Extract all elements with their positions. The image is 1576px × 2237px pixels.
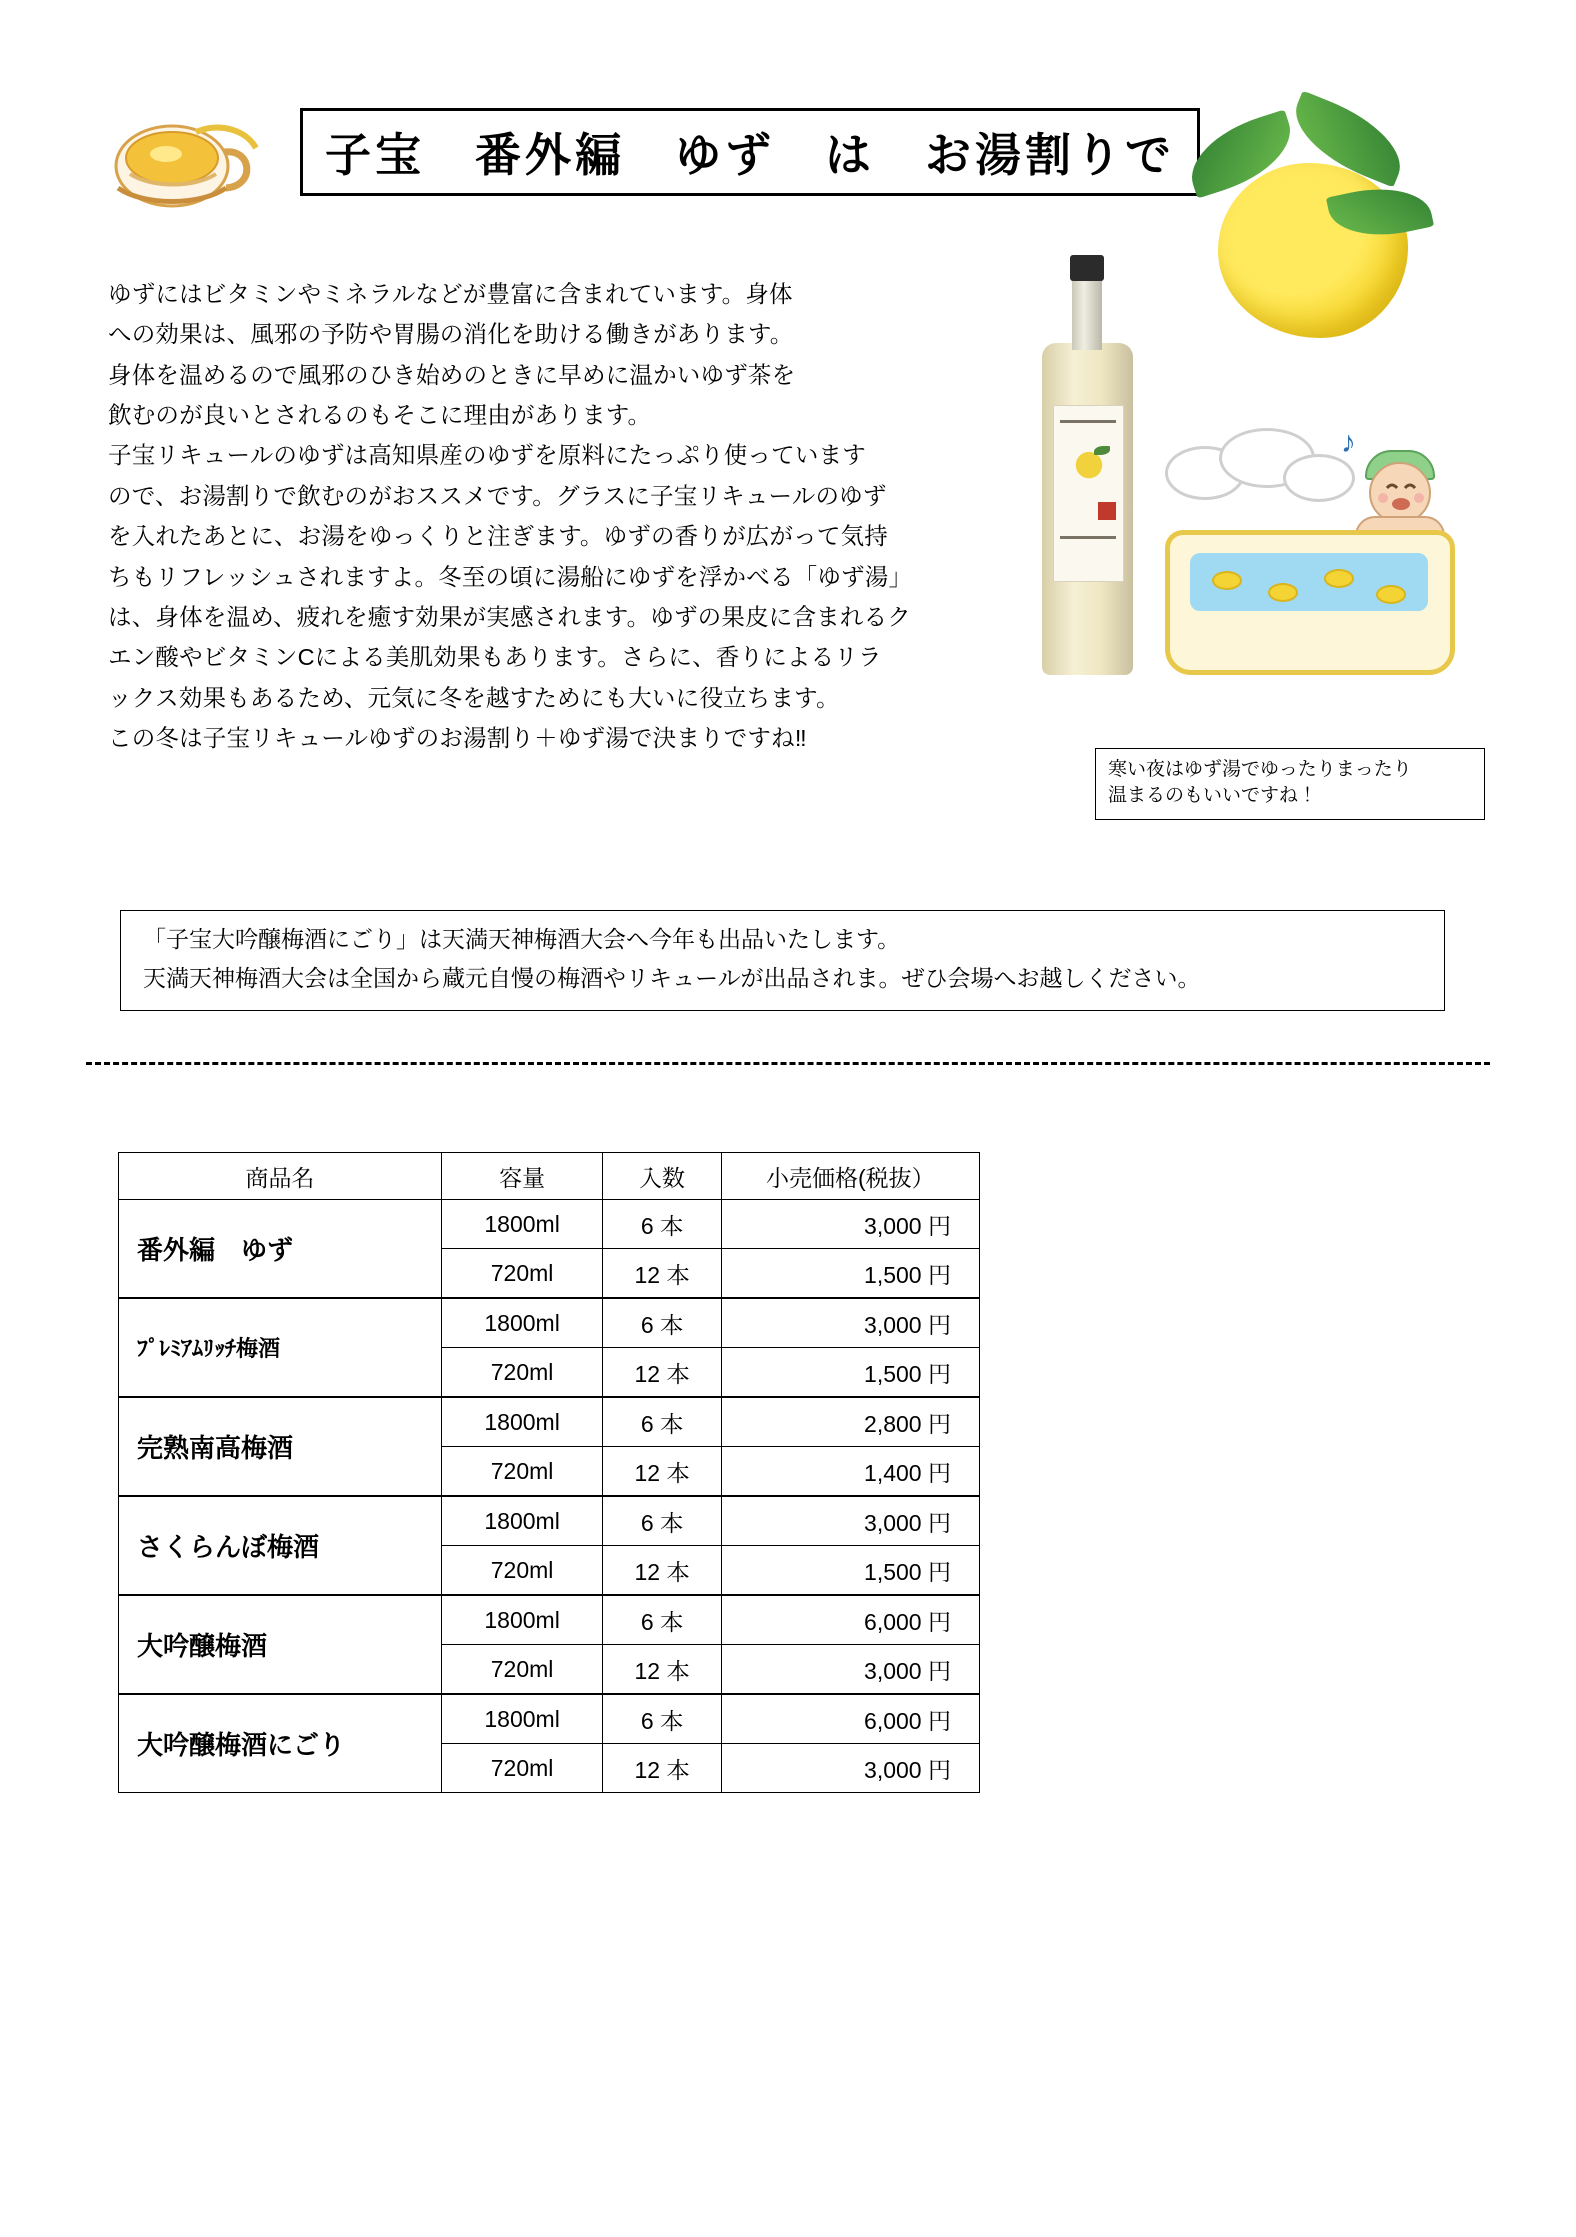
product-volume: 1800ml xyxy=(441,1397,602,1447)
price-table-section xyxy=(118,1152,980,1793)
notice-line: 「子宝大吟醸梅酒にごり」は天満天神梅酒大会へ今年も出品いたします。 xyxy=(143,926,901,952)
product-name: 番外編 ゆず xyxy=(119,1200,442,1299)
product-qty: 6 本 xyxy=(603,1595,721,1645)
steam-icon xyxy=(1283,454,1355,502)
body-copy xyxy=(108,278,1008,762)
floating-yuzu-icon xyxy=(1376,585,1406,604)
product-price: 1,500 円 xyxy=(721,1546,979,1596)
table-row xyxy=(119,1200,980,1249)
column-header-price: 小売価格(税抜） xyxy=(721,1153,979,1200)
product-price: 3,000 円 xyxy=(721,1298,979,1348)
product-name: 大吟醸梅酒にごり xyxy=(119,1694,442,1793)
product-price: 6,000 円 xyxy=(721,1595,979,1645)
floating-yuzu-icon xyxy=(1324,569,1354,588)
floating-yuzu-icon xyxy=(1212,571,1242,590)
bath-tub xyxy=(1165,530,1455,675)
music-note-icon: ♪ xyxy=(1341,426,1356,459)
table-row xyxy=(119,1298,980,1348)
table-row xyxy=(119,1595,980,1645)
yuzu-fruit-image xyxy=(1180,115,1440,355)
caption-line: 温まるのもいいですね！ xyxy=(1108,785,1318,807)
floating-yuzu-icon xyxy=(1268,583,1298,602)
product-price: 1,400 円 xyxy=(721,1447,979,1497)
product-price: 3,000 円 xyxy=(721,1645,979,1695)
product-qty: 12 本 xyxy=(603,1645,721,1695)
product-volume: 1800ml xyxy=(441,1200,602,1249)
body-line: ックス効果もあるため、元気に冬を越すためにも大いに役立ちます。 xyxy=(108,684,840,711)
body-line: を入れたあとに、お湯をゆっくりと注ぎます。ゆずの香りが広がって気持 xyxy=(108,523,888,550)
column-header-qty: 入数 xyxy=(603,1153,721,1200)
body-line: 身体を温めるので風邪のひき始めのときに早めに温かいゆず茶を xyxy=(108,361,796,388)
body-line: エン酸やビタミンCによる美肌効果もあります。さらに、香りによるリラ xyxy=(108,644,882,671)
bath-caption-box xyxy=(1095,748,1485,820)
product-qty: 12 本 xyxy=(603,1447,721,1497)
product-name: ﾌﾟﾚﾐｱﾑﾘｯﾁ梅酒 xyxy=(119,1298,442,1397)
table-row xyxy=(119,1397,980,1447)
dashed-separator xyxy=(86,1062,1490,1065)
notice-box xyxy=(120,910,1445,1011)
product-price: 2,800 円 xyxy=(721,1397,979,1447)
product-qty: 6 本 xyxy=(603,1694,721,1744)
body-line: 子宝リキュールのゆずは高知県産のゆずを原料にたっぷり使っています xyxy=(108,442,866,469)
product-price: 3,000 円 xyxy=(721,1200,979,1249)
product-qty: 6 本 xyxy=(603,1496,721,1546)
yuzu-bath-illustration xyxy=(1155,420,1485,690)
table-header-row xyxy=(119,1153,980,1200)
product-volume: 720ml xyxy=(441,1447,602,1497)
product-volume: 1800ml xyxy=(441,1694,602,1744)
product-qty: 12 本 xyxy=(603,1744,721,1793)
product-price: 1,500 円 xyxy=(721,1348,979,1398)
body-line: ので、お湯割りで飲むのがおススメです。グラスに子宝リキュールのゆず xyxy=(108,482,887,509)
table-row xyxy=(119,1694,980,1744)
body-line: この冬は子宝リキュールゆずのお湯割り＋ゆず湯で決まりですね‼ xyxy=(108,724,807,751)
column-header-volume: 容量 xyxy=(441,1153,602,1200)
product-volume: 720ml xyxy=(441,1744,602,1793)
yuzu-liqueur-bottle-image xyxy=(1040,255,1135,675)
product-name: さくらんぼ梅酒 xyxy=(119,1496,442,1595)
page-title: 子宝 番外編 ゆず は お湯割りで xyxy=(325,129,1175,181)
bottle-cap xyxy=(1070,255,1104,281)
product-volume: 1800ml xyxy=(441,1496,602,1546)
body-line: 飲むのが良いとされるのもそこに理由があります。 xyxy=(108,402,652,429)
price-table xyxy=(118,1152,980,1793)
product-volume: 1800ml xyxy=(441,1595,602,1645)
title-box xyxy=(300,108,1200,196)
product-price: 3,000 円 xyxy=(721,1744,979,1793)
product-volume: 720ml xyxy=(441,1645,602,1695)
product-qty: 6 本 xyxy=(603,1298,721,1348)
product-price: 1,500 円 xyxy=(721,1249,979,1299)
body-line: ゆずにはビタミンやミネラルなどが豊富に含まれています。身体 xyxy=(108,281,793,307)
product-name: 完熟南高梅酒 xyxy=(119,1397,442,1496)
table-row xyxy=(119,1496,980,1546)
product-qty: 6 本 xyxy=(603,1397,721,1447)
bottle-label xyxy=(1053,405,1124,582)
caption-line: 寒い夜はゆず湯でゆったりまったり xyxy=(1108,759,1412,780)
product-volume: 720ml xyxy=(441,1546,602,1596)
product-qty: 12 本 xyxy=(603,1546,721,1596)
product-price: 3,000 円 xyxy=(721,1496,979,1546)
product-volume: 720ml xyxy=(441,1348,602,1398)
notice-line: 天満天神梅酒大会は全国から蔵元自慢の梅酒やリキュールが出品されま。ぜひ会場へお越しください。 xyxy=(143,965,1201,992)
bath-water xyxy=(1190,553,1428,611)
product-name: 大吟醸梅酒 xyxy=(119,1595,442,1694)
column-header-name: 商品名 xyxy=(119,1153,442,1200)
product-qty: 6 本 xyxy=(603,1200,721,1249)
product-volume: 720ml xyxy=(441,1249,602,1299)
yuzu-tea-cup-icon xyxy=(100,114,270,224)
body-line: ちもリフレッシュされますよ。冬至の頃に湯船にゆずを浮かべる「ゆず湯」 xyxy=(108,563,913,590)
product-price: 6,000 円 xyxy=(721,1694,979,1744)
product-qty: 12 本 xyxy=(603,1249,721,1299)
person-head xyxy=(1369,462,1431,524)
product-volume: 1800ml xyxy=(441,1298,602,1348)
body-line: は、身体を温め、疲れを癒す効果が実感されます。ゆずの果皮に含まれるク xyxy=(108,603,911,630)
body-line: への効果は、風邪の予防や胃腸の消化を助ける働きがあります。 xyxy=(108,321,794,348)
product-qty: 12 本 xyxy=(603,1348,721,1398)
